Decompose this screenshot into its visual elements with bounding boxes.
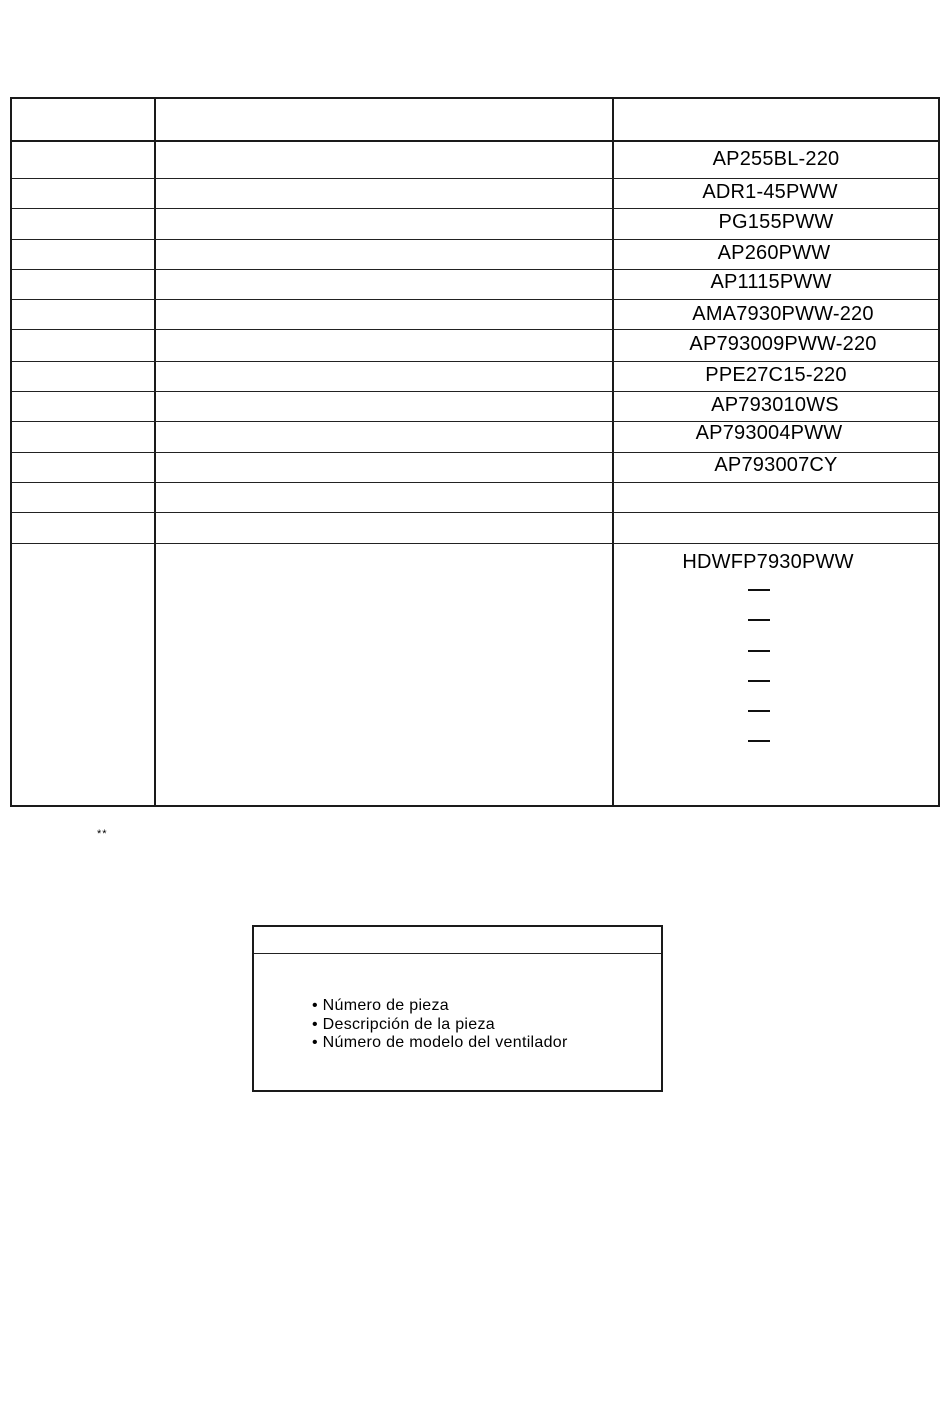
part-number: AP260PWW xyxy=(717,242,831,264)
table-row xyxy=(12,209,938,240)
info-box-header xyxy=(254,927,661,954)
dash-mark xyxy=(748,589,770,591)
part-number-cell xyxy=(614,179,938,208)
key-cell xyxy=(12,240,156,269)
part-number-cell xyxy=(614,544,938,805)
description-cell xyxy=(156,422,614,452)
table-row xyxy=(12,179,938,209)
description-cell xyxy=(156,240,614,269)
table-row xyxy=(12,330,938,362)
part-number-cell xyxy=(614,209,938,239)
description-cell xyxy=(156,392,614,421)
part-number-cell xyxy=(614,392,938,421)
part-number: AP793004PWW xyxy=(695,422,843,444)
info-item-part-description: • Descripción de la pieza xyxy=(312,1015,495,1033)
table-row xyxy=(12,240,938,270)
key-cell xyxy=(12,513,156,543)
part-number: ADR1-45PWW xyxy=(702,181,838,203)
table-row xyxy=(12,362,938,392)
dash-mark xyxy=(748,619,770,621)
table-row xyxy=(12,453,938,483)
key-cell xyxy=(12,362,156,391)
dash-mark xyxy=(748,740,770,742)
key-cell xyxy=(12,330,156,361)
key-cell xyxy=(12,544,156,805)
info-item-part-number: • Número de pieza xyxy=(312,997,449,1014)
key-cell xyxy=(12,300,156,329)
part-number: AP793009PWW-220 xyxy=(689,333,877,355)
part-number: AP1115PWW xyxy=(710,271,832,293)
part-number-cell xyxy=(614,300,938,329)
info-box xyxy=(252,925,663,1092)
part-number: AMA7930PWW-220 xyxy=(692,303,874,325)
key-cell xyxy=(12,453,156,482)
key-cell xyxy=(12,422,156,452)
key-cell xyxy=(12,209,156,239)
description-cell xyxy=(156,209,614,239)
key-cell xyxy=(12,270,156,299)
description-cell xyxy=(156,330,614,361)
key-cell xyxy=(12,179,156,208)
info-list xyxy=(312,997,568,1053)
part-number: AP793010WS xyxy=(711,394,839,416)
part-number-cell xyxy=(614,142,938,178)
footnote-marker: ** xyxy=(97,828,108,840)
table-row xyxy=(12,270,938,300)
part-number: AP793007CY xyxy=(714,454,838,476)
part-number: AP255BL-220 xyxy=(712,148,840,170)
header-cell-description xyxy=(156,99,614,140)
key-cell xyxy=(12,142,156,178)
part-number-cell xyxy=(614,483,938,512)
table-row xyxy=(12,544,938,805)
key-cell xyxy=(12,392,156,421)
part-number-cell xyxy=(614,513,938,543)
table-row xyxy=(12,142,938,179)
part-number-cell xyxy=(614,240,938,269)
table-row xyxy=(12,513,938,544)
table-row xyxy=(12,422,938,453)
dash-mark xyxy=(748,650,770,652)
part-number-cell xyxy=(614,270,938,299)
part-number: PPE27C15-220 xyxy=(705,364,847,386)
description-cell xyxy=(156,362,614,391)
part-number-cell xyxy=(614,362,938,391)
parts-table xyxy=(10,97,940,807)
description-cell xyxy=(156,483,614,512)
part-number: PG155PWW xyxy=(718,211,834,233)
part-number: HDWFP7930PWW xyxy=(682,551,854,573)
table-row xyxy=(12,300,938,330)
description-cell xyxy=(156,270,614,299)
description-cell xyxy=(156,453,614,482)
description-cell xyxy=(156,142,614,178)
dash-mark xyxy=(748,680,770,682)
description-cell xyxy=(156,513,614,543)
description-cell xyxy=(156,179,614,208)
part-number-cell xyxy=(614,453,938,482)
dash-mark xyxy=(748,710,770,712)
key-cell xyxy=(12,483,156,512)
header-cell-key xyxy=(12,99,156,140)
header-cell-part-number xyxy=(614,99,938,140)
description-cell xyxy=(156,544,614,805)
table-row xyxy=(12,392,938,422)
table-header-row xyxy=(12,99,938,142)
table-row xyxy=(12,483,938,513)
info-item-fan-model: • Número de modelo del ventilador xyxy=(312,1034,568,1051)
description-cell xyxy=(156,300,614,329)
part-number-cell xyxy=(614,422,938,452)
part-number-cell xyxy=(614,330,938,361)
